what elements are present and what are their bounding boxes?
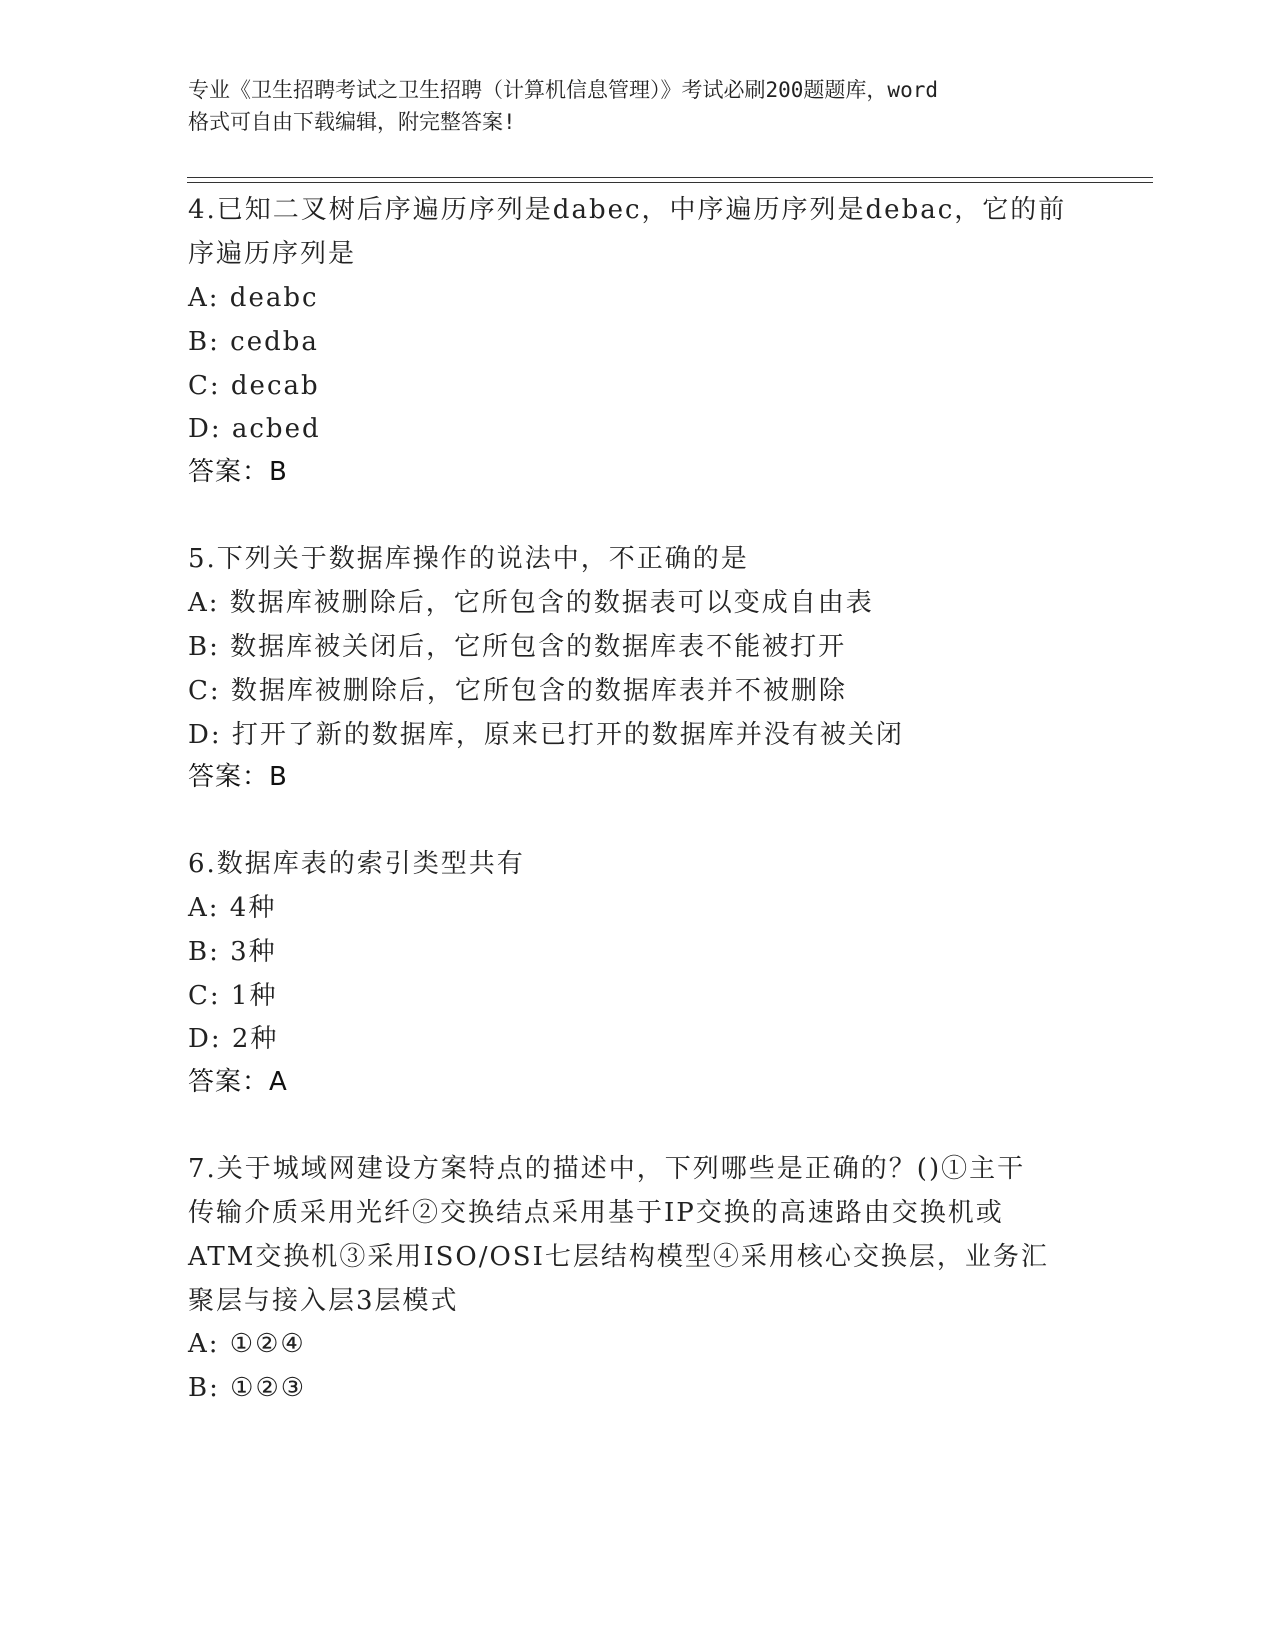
option-b: B: ①②③ bbox=[188, 1373, 307, 1403]
option-a: A: ①②④ bbox=[188, 1329, 306, 1359]
option-b: B: 3种 bbox=[188, 937, 277, 967]
question-stem: 6.数据库表的索引类型共有 bbox=[188, 849, 525, 879]
question-stem: 序遍历序列是 bbox=[188, 239, 357, 269]
option-b: B: 数据库被关闭后，它所包含的数据库表不能被打开 bbox=[188, 632, 847, 662]
answer-label: 答案：A bbox=[188, 1067, 288, 1097]
option-c: C: 数据库被删除后，它所包含的数据库表并不被删除 bbox=[188, 676, 847, 706]
header-divider-top bbox=[187, 177, 1153, 178]
header-divider-bottom bbox=[187, 182, 1153, 183]
question-stem: 传输介质采用光纤②交换结点采用基于IP交换的高速路由交换机或 bbox=[188, 1198, 1004, 1228]
option-b: B: cedba bbox=[188, 327, 319, 357]
question-stem: 聚层与接入层3层模式 bbox=[188, 1286, 459, 1316]
question-stem: 5.下列关于数据库操作的说法中，不正确的是 bbox=[188, 544, 749, 574]
header-line-1: 专业《卫生招聘考试之卫生招聘（计算机信息管理）》考试必刷200题题库，word bbox=[188, 78, 938, 102]
answer-label: 答案：B bbox=[188, 762, 288, 792]
option-c: C: decab bbox=[188, 371, 320, 401]
option-d: D: 2种 bbox=[188, 1024, 279, 1054]
question-stem: ATM交换机③采用ISO/OSI七层结构模型④采用核心交换层，业务汇 bbox=[188, 1242, 1049, 1272]
option-a: A: 数据库被删除后，它所包含的数据表可以变成自由表 bbox=[188, 588, 874, 618]
option-d: D: acbed bbox=[188, 414, 321, 444]
option-a: A: deabc bbox=[188, 283, 319, 313]
option-d: D: 打开了新的数据库，原来已打开的数据库并没有被关闭 bbox=[188, 720, 904, 750]
option-c: C: 1种 bbox=[188, 981, 278, 1011]
answer-label: 答案：B bbox=[188, 457, 288, 487]
question-stem: 7.关于城域网建设方案特点的描述中，下列哪些是正确的？()①主干 bbox=[188, 1154, 1026, 1184]
question-stem: 4.已知二叉树后序遍历序列是dabec，中序遍历序列是debac，它的前 bbox=[188, 195, 1067, 225]
option-a: A: 4种 bbox=[188, 893, 277, 923]
header-line-2: 格式可自由下载编辑，附完整答案! bbox=[188, 110, 516, 134]
document-header bbox=[188, 74, 1088, 138]
